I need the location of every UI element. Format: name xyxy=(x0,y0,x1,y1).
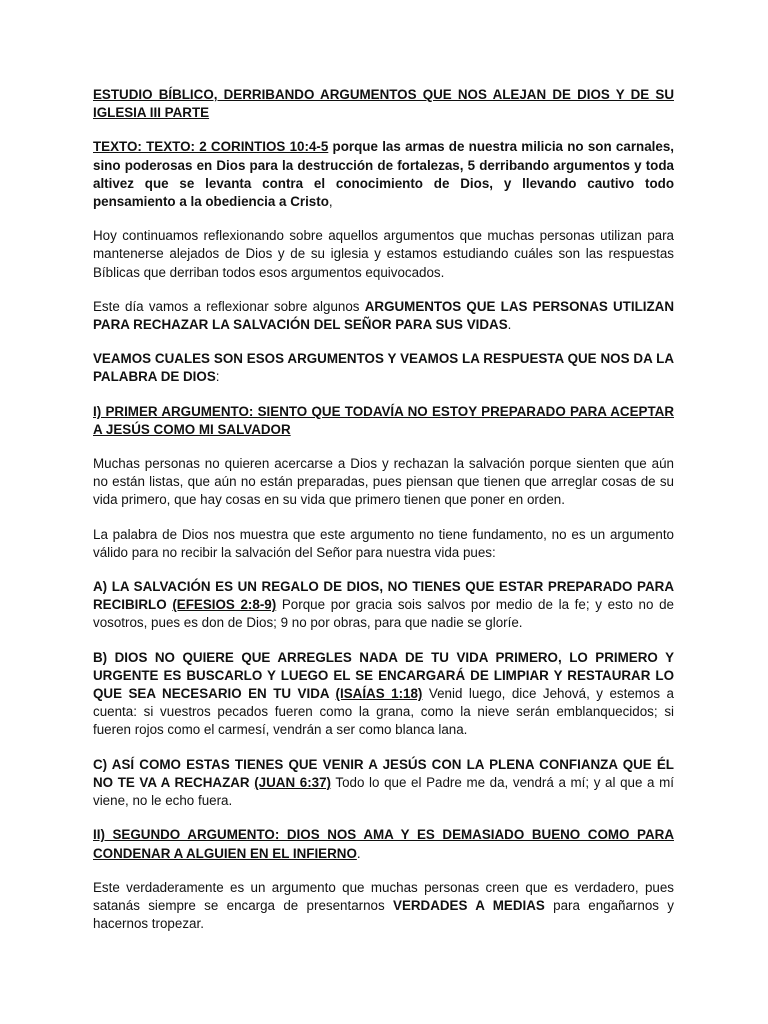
paragraph-first-argument-explanation: Muchas personas no quieren acercarse a Dios y rechazan la salvación porque sienten que aún no están listas, que aún no están preparadas, pues piensan que tienen que arreglar cosas de su vida primero, que hay cosas en su vida que primero tienen que poner en orden. xyxy=(93,456,674,508)
heading-first-argument: I) PRIMER ARGUMENTO: SIENTO QUE TODAVÍA NO ESTOY PREPARADO PARA ACEPTAR A JESÚS COMO MI SALVADOR xyxy=(93,403,674,437)
paragraph-veamos-bold: VEAMOS CUALES SON ESOS ARGUMENTOS Y VEAMOS LA RESPUESTA QUE NOS DA LA PALABRA DE DIOS xyxy=(93,351,674,385)
paragraph-second-argument-end: para engañarnos y hacernos tropezar. xyxy=(93,897,674,932)
paragraph-second-argument-lead: Este verdaderamente es un argumento que muchas personas creen que es verdadero, pues satanás siempre se encarga de presentarnos xyxy=(93,879,674,913)
paragraph-point-c xyxy=(93,756,674,811)
heading-second-argument-end: . xyxy=(356,845,361,861)
scripture-reference-label: TEXTO: TEXTO: 2 CORINTIOS 10:4-5 xyxy=(93,139,329,155)
point-b-heading: B) DIOS NO QUIERE QUE ARREGLES NADA DE TU VIDA PRIMERO, LO PRIMERO Y URGENTE ES BUSCARLO Y LUEGO EL SE ENCARGARÁ DE LIMPIAR Y RESTAURAR LO QUE SEA NECESARIO EN TU VIDA xyxy=(93,649,674,702)
paragraph-reflection xyxy=(93,298,674,334)
point-c-reference: (JUAN 6:37) xyxy=(254,774,332,790)
point-c-text: Todo lo que el Padre me da, vendrá a mí; y al que a mí viene, no le echo fuera. xyxy=(93,774,674,809)
heading-second-argument-text: II) SEGUNDO ARGUMENTO: DIOS NOS AMA Y ES DEMASIADO BUENO COMO PARA CONDENAR A ALGUIEN EN EL INFIERNO xyxy=(93,827,674,861)
point-a-reference: (EFESIOS 2:8-9) xyxy=(172,597,277,613)
document-title: ESTUDIO BÍBLICO, DERRIBANDO ARGUMENTOS QUE NOS ALEJAN DE DIOS Y DE SU IGLESIA III PARTE xyxy=(93,87,674,121)
paragraph-reflection-end: . xyxy=(507,317,512,333)
paragraph-veamos xyxy=(93,350,674,386)
paragraph-second-argument xyxy=(93,879,674,934)
paragraph-reflection-lead: Este día vamos a reflexionar sobre algunos xyxy=(93,298,365,314)
scripture-text: porque las armas de nuestra milicia no son carnales, sino poderosas en Dios para la destrucción de fortalezas, 5 derribando argumentos y toda altivez que se levanta contra el conocimiento de Dios, y llevando cautivo todo pensamiento a la obediencia a Cristo xyxy=(93,139,674,210)
point-a-text: Porque por gracia sois salvos por medio de la fe; y esto no de vosotros, pues es don de Dios; 9 no por obras, para que nadie se gloríe. xyxy=(93,597,674,631)
document-page xyxy=(93,86,674,949)
paragraph-reflection-bold: ARGUMENTOS QUE LAS PERSONAS UTILIZAN PARA RECHAZAR LA SALVACIÓN DEL SEÑOR PARA SUS VIDAS xyxy=(93,298,675,333)
paragraph-point-a xyxy=(93,578,674,633)
heading-second-argument xyxy=(93,826,674,862)
scripture-text-end: , xyxy=(328,194,333,210)
paragraph-second-argument-bold: VERDADES A MEDIAS xyxy=(393,897,545,913)
paragraph-intro: Hoy continuamos reflexionando sobre aquellos argumentos que muchas personas utilizan para mantenerse alejados de Dios y de su iglesia y estamos estudiando cuáles son las respuestas Bíblicas que derriban todos esos argumentos equivocados. xyxy=(93,228,674,280)
point-c-heading: C) ASÍ COMO ESTAS TIENES QUE VENIR A JESÚS CON LA PLENA CONFIANZA QUE ÉL NO TE VA A RECHAZAR xyxy=(93,756,674,790)
paragraph-veamos-end: : xyxy=(215,369,220,385)
point-a-heading: A) LA SALVACIÓN ES UN REGALO DE DIOS, NO TIENES QUE ESTAR PREPARADO PARA RECIBIRLO xyxy=(93,579,674,613)
paragraph-point-b xyxy=(93,649,674,740)
paragraph-scripture-text xyxy=(93,138,674,211)
paragraph-first-argument-answer: La palabra de Dios nos muestra que este argumento no tiene fundamento, no es un argumento válido para no recibir la salvación del Señor para nuestra vida pues: xyxy=(93,526,674,560)
point-b-text: Venid luego, dice Jehová, y estemos a cuenta: si vuestros pecados fueren como la grana, como la nieve serán emblanquecidos; si fueren rojos como el carmesí, vendrán a ser como blanca lana. xyxy=(93,686,674,738)
point-b-reference: (ISAÍAS 1:18) xyxy=(335,686,423,702)
